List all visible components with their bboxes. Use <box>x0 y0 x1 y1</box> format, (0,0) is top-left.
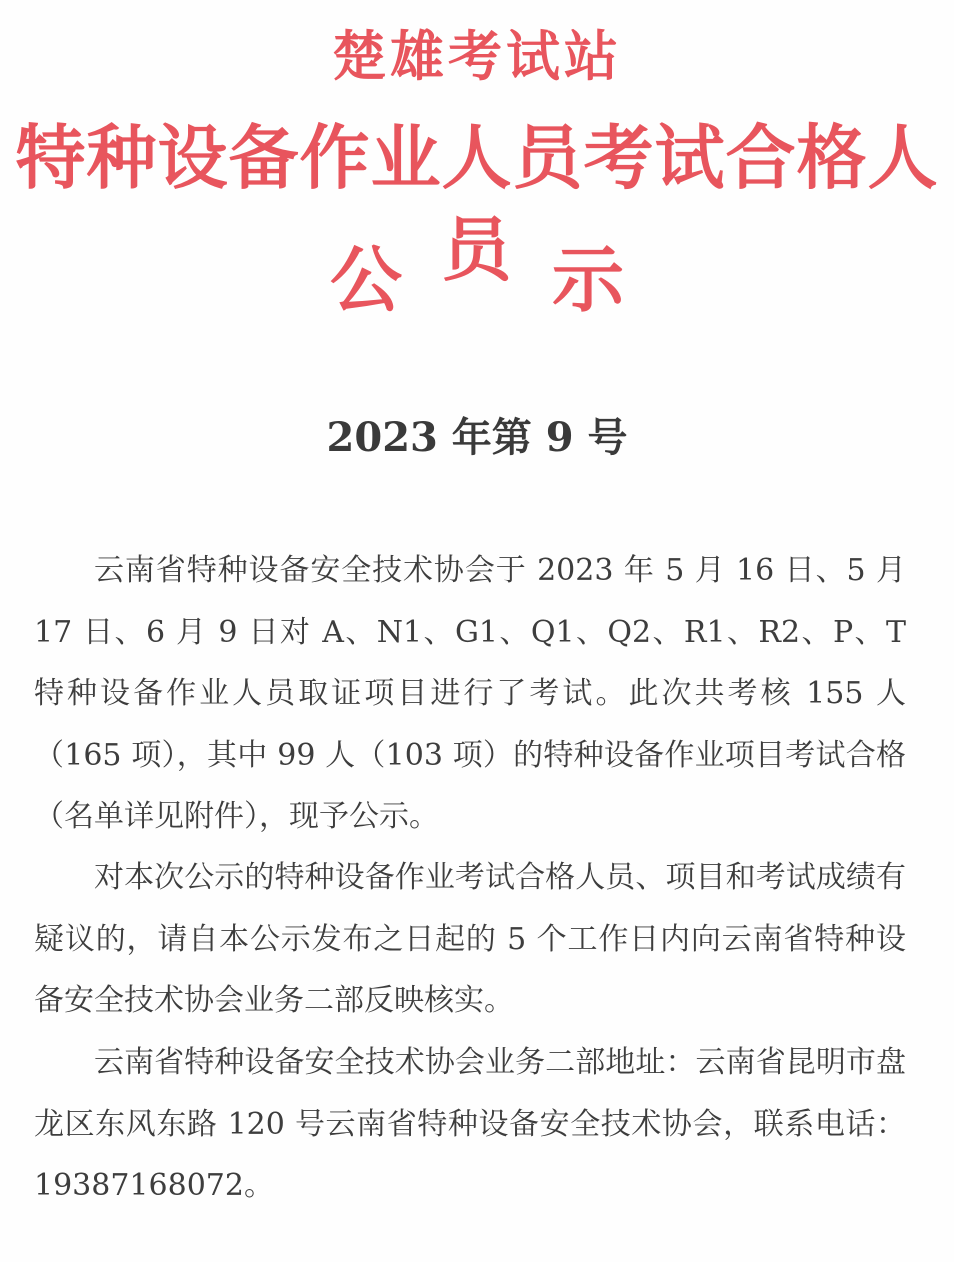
body-paragraph-exam-summary: 云南省特种设备安全技术协会于 2023 年 5 月 16 日、5 月 17 日、6 月 9 日对 A、N1、G1、Q1、Q2、R1、R2、P、T 特种设备作业人员取证项目进行了考试。此次共考核 155 人（165 项），其中 99 人（103 项）的特种设备作业项目考试合格（名单详见附件），现予公示。 <box>34 553 906 834</box>
notice-heading-left-char: 公 <box>329 237 402 322</box>
document-number: 2023 年第 9 号 <box>326 414 628 461</box>
notice-heading <box>0 232 954 328</box>
notice-main-title: 特种设备作业人员考试合格人员 <box>15 116 939 291</box>
body-paragraph-contact: 云南省特种设备安全技术协会业务二部地址：云南省昆明市盘龙区东风东路 120 号云南省特种设备安全技术协会，联系电话：19387168072。 <box>34 1045 906 1203</box>
issuing-station-title: 楚雄考试站 <box>332 24 622 88</box>
notice-heading-right-char: 示 <box>552 237 625 322</box>
body-paragraph-objection: 对本次公示的特种设备作业考试合格人员、项目和考试成绩有疑议的，请自本公示发布之日起的 5 个工作日内向云南省特种设备安全技术协会业务二部反映核实。 <box>34 860 906 1018</box>
